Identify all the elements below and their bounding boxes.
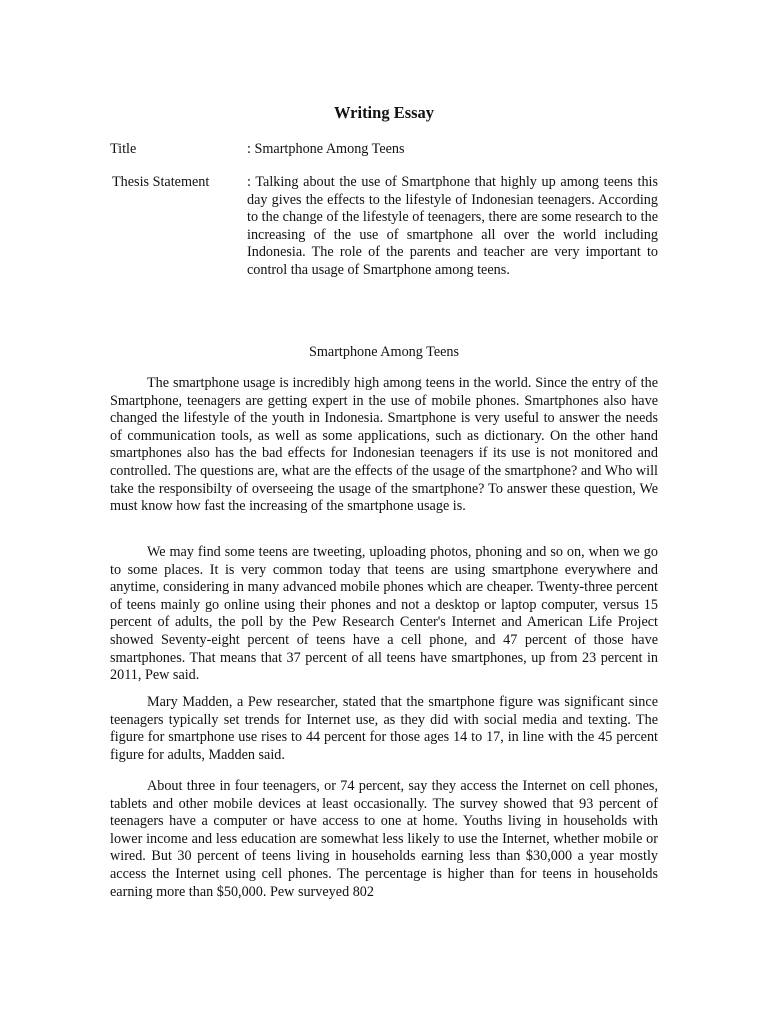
- title-value: : Smartphone Among Teens: [247, 141, 405, 157]
- essay-heading: Smartphone Among Teens: [308, 344, 460, 360]
- title-label: Title: [110, 141, 137, 157]
- document-heading: Writing Essay: [333, 103, 435, 122]
- thesis-statement-label: Thesis Statement: [112, 174, 210, 190]
- essay-paragraph: The smartphone usage is incredibly high among teens in the world. Since the entry of the Smartphone, teenagers are getting expert in the use of mobile phones. Smartphones also have changed the lifestyle of the youth in Indonesia. Smartphone is very useful to answer the needs of communication tools, as well as some applications, such as dictionary. On the other hand smartphones also has the bad effects for Indonesian teenagers if its use is not monitored and controlled. The questions are, what are the effects of the usage of the smartphone? and Who will take the responsibilty of overseeing the usage of the smartphone? To answer these question, We must know how fast the increasing of the smartphone usage is.: [110, 375, 658, 515]
- essay-paragraph: We may find some teens are tweeting, uploading photos, phoning and so on, when we go to some places. It is very common today that teens are using smartphone everywhere and anytime, considering in many advanced mobile phones which are cheaper. Twenty-three percent of teens mainly go online using their phones and not a desktop or laptop computer, versus 15 percent of adults, the poll by the Pew Research Center's Internet and American Life Project showed Seventy-eight percent of teens have a cell phone, and 47 percent of those have smartphones. That means that 37 percent of all teens have smartphones, up from 23 percent in 2011, Pew said.: [110, 544, 658, 684]
- essay-paragraph: Mary Madden, a Pew researcher, stated that the smartphone figure was significant since teenagers typically set trends for Internet use, as they did with social media and texting. The figure for smartphone use rises to 44 percent for those ages 14 to 17, in line with the 45 percent figure for adults, Madden said.: [110, 694, 658, 763]
- essay-paragraph: About three in four teenagers, or 74 percent, say they access the Internet on cell phones, tablets and other mobile devices at least occasionally. The survey showed that 93 percent of teenagers have a computer or have access to one at home. Youths living in households with lower income and less education are somewhat less likely to use the Internet, whether mobile or wired. But 30 percent of teens living in households earning less than $30,000 a year mostly access the Internet using cell phones. The percentage is higher than for teens in households earning more than $50,000. Pew surveyed 802: [110, 778, 658, 900]
- thesis-statement-value: : Talking about the use of Smartphone that highly up among teens this day gives the effects to the lifestyle of Indonesian teenagers. According to the change of the lifestyle of teenagers, there are some research to the increasing of the use of smartphone all over the world including Indonesia. The role of the parents and teacher are very important to control tha usage of Smartphone among teens.: [247, 174, 658, 278]
